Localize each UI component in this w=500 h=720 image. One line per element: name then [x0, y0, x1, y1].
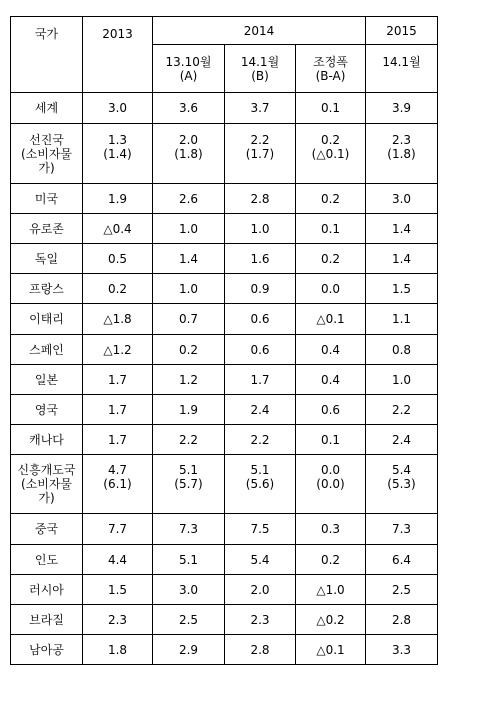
growth-forecast-table: [10, 16, 438, 665]
value-cell: 0.6: [296, 395, 366, 425]
value-cell: 1.2: [153, 365, 225, 395]
header-2014: 2014: [153, 17, 366, 45]
value-cell: 0.2: [296, 244, 366, 274]
value-cell: 2.8: [225, 184, 296, 214]
header-country: 국가: [11, 17, 83, 93]
country-cell: 독일: [11, 244, 83, 274]
table-row: [11, 635, 438, 665]
header-2014-oct-a: 13.10월 (A): [153, 45, 225, 93]
value-cell: 1.7: [83, 365, 153, 395]
value-cell: 5.1 (5.6): [225, 455, 296, 514]
value-cell: 1.7: [225, 365, 296, 395]
header-2014-jan-b: 14.1월 (B): [225, 45, 296, 93]
country-cell: 중국: [11, 514, 83, 545]
value-cell: 1.5: [366, 274, 438, 304]
table-row: [11, 335, 438, 365]
value-cell: 1.4: [366, 214, 438, 244]
value-cell: 1.0: [225, 214, 296, 244]
value-cell: 1.1: [366, 304, 438, 335]
value-cell: △0.1: [296, 304, 366, 335]
value-cell: 4.4: [83, 545, 153, 575]
value-cell: 0.2: [296, 545, 366, 575]
table-row: [11, 124, 438, 184]
value-cell: 2.9: [153, 635, 225, 665]
value-cell: 0.2: [296, 184, 366, 214]
value-cell: 0.1: [296, 93, 366, 124]
value-cell: 0.3: [296, 514, 366, 545]
value-cell: 2.2 (1.7): [225, 124, 296, 184]
table-row: [11, 395, 438, 425]
table-row: [11, 514, 438, 545]
value-cell: 4.7 (6.1): [83, 455, 153, 514]
value-cell: 1.0: [366, 365, 438, 395]
table-row: [11, 365, 438, 395]
value-cell: 0.9: [225, 274, 296, 304]
value-cell: 2.5: [366, 575, 438, 605]
value-cell: 7.5: [225, 514, 296, 545]
value-cell: 3.0: [153, 575, 225, 605]
value-cell: 2.4: [366, 425, 438, 455]
value-cell: 1.9: [83, 184, 153, 214]
value-cell: 2.2: [225, 425, 296, 455]
country-cell: 캐나다: [11, 425, 83, 455]
value-cell: 2.0 (1.8): [153, 124, 225, 184]
table-row: [11, 425, 438, 455]
value-cell: △0.4: [83, 214, 153, 244]
value-cell: 2.0: [225, 575, 296, 605]
value-cell: △0.1: [296, 635, 366, 665]
value-cell: 1.6: [225, 244, 296, 274]
value-cell: 2.2: [153, 425, 225, 455]
value-cell: 5.4 (5.3): [366, 455, 438, 514]
value-cell: 1.0: [153, 274, 225, 304]
value-cell: 5.1 (5.7): [153, 455, 225, 514]
table-row: [11, 93, 438, 124]
value-cell: 7.7: [83, 514, 153, 545]
value-cell: 0.1: [296, 425, 366, 455]
value-cell: 1.0: [153, 214, 225, 244]
value-cell: 1.7: [83, 425, 153, 455]
value-cell: 0.8: [366, 335, 438, 365]
country-cell: 영국: [11, 395, 83, 425]
table-row: [11, 455, 438, 514]
value-cell: △1.0: [296, 575, 366, 605]
table-row: [11, 304, 438, 335]
value-cell: 3.7: [225, 93, 296, 124]
value-cell: 3.0: [83, 93, 153, 124]
header-2015-jan: 14.1월: [366, 45, 438, 93]
value-cell: 1.4: [153, 244, 225, 274]
value-cell: 0.6: [225, 304, 296, 335]
value-cell: 2.3 (1.8): [366, 124, 438, 184]
value-cell: 0.1: [296, 214, 366, 244]
header-row-years: [11, 17, 438, 45]
header-2014-adjustment: 조정폭 (B-A): [296, 45, 366, 93]
value-cell: △1.8: [83, 304, 153, 335]
value-cell: 3.9: [366, 93, 438, 124]
country-cell: 선진국 (소비자물 가): [11, 124, 83, 184]
value-cell: 2.3: [83, 605, 153, 635]
value-cell: 1.3 (1.4): [83, 124, 153, 184]
country-cell: 유로존: [11, 214, 83, 244]
value-cell: 3.3: [366, 635, 438, 665]
value-cell: 2.6: [153, 184, 225, 214]
header-2013: 2013: [83, 17, 153, 93]
value-cell: 1.8: [83, 635, 153, 665]
value-cell: 0.2: [153, 335, 225, 365]
value-cell: 0.7: [153, 304, 225, 335]
value-cell: 2.8: [225, 635, 296, 665]
value-cell: 3.0: [366, 184, 438, 214]
value-cell: 5.4: [225, 545, 296, 575]
table-row: [11, 214, 438, 244]
value-cell: 2.3: [225, 605, 296, 635]
value-cell: 0.2: [83, 274, 153, 304]
value-cell: 7.3: [153, 514, 225, 545]
value-cell: 0.4: [296, 335, 366, 365]
value-cell: 0.4: [296, 365, 366, 395]
value-cell: 0.6: [225, 335, 296, 365]
table-row: [11, 184, 438, 214]
value-cell: 0.5: [83, 244, 153, 274]
value-cell: 1.7: [83, 395, 153, 425]
value-cell: 2.5: [153, 605, 225, 635]
value-cell: 3.6: [153, 93, 225, 124]
country-cell: 일본: [11, 365, 83, 395]
country-cell: 스페인: [11, 335, 83, 365]
value-cell: 2.8: [366, 605, 438, 635]
value-cell: 0.0: [296, 274, 366, 304]
value-cell: △0.2: [296, 605, 366, 635]
value-cell: 0.2 (△0.1): [296, 124, 366, 184]
value-cell: 6.4: [366, 545, 438, 575]
country-cell: 프랑스: [11, 274, 83, 304]
value-cell: 5.1: [153, 545, 225, 575]
table-row: [11, 545, 438, 575]
country-cell: 세계: [11, 93, 83, 124]
country-cell: 신흥개도국 (소비자물 가): [11, 455, 83, 514]
value-cell: 2.2: [366, 395, 438, 425]
value-cell: 2.4: [225, 395, 296, 425]
table-row: [11, 274, 438, 304]
table-row: [11, 244, 438, 274]
table-row: [11, 575, 438, 605]
header-2015: 2015: [366, 17, 438, 45]
table-row: [11, 605, 438, 635]
value-cell: △1.2: [83, 335, 153, 365]
country-cell: 러시아: [11, 575, 83, 605]
country-cell: 이태리: [11, 304, 83, 335]
value-cell: 1.4: [366, 244, 438, 274]
value-cell: 1.9: [153, 395, 225, 425]
value-cell: 1.5: [83, 575, 153, 605]
value-cell: 0.0 (0.0): [296, 455, 366, 514]
value-cell: 7.3: [366, 514, 438, 545]
country-cell: 브라질: [11, 605, 83, 635]
country-cell: 미국: [11, 184, 83, 214]
country-cell: 인도: [11, 545, 83, 575]
country-cell: 남아공: [11, 635, 83, 665]
